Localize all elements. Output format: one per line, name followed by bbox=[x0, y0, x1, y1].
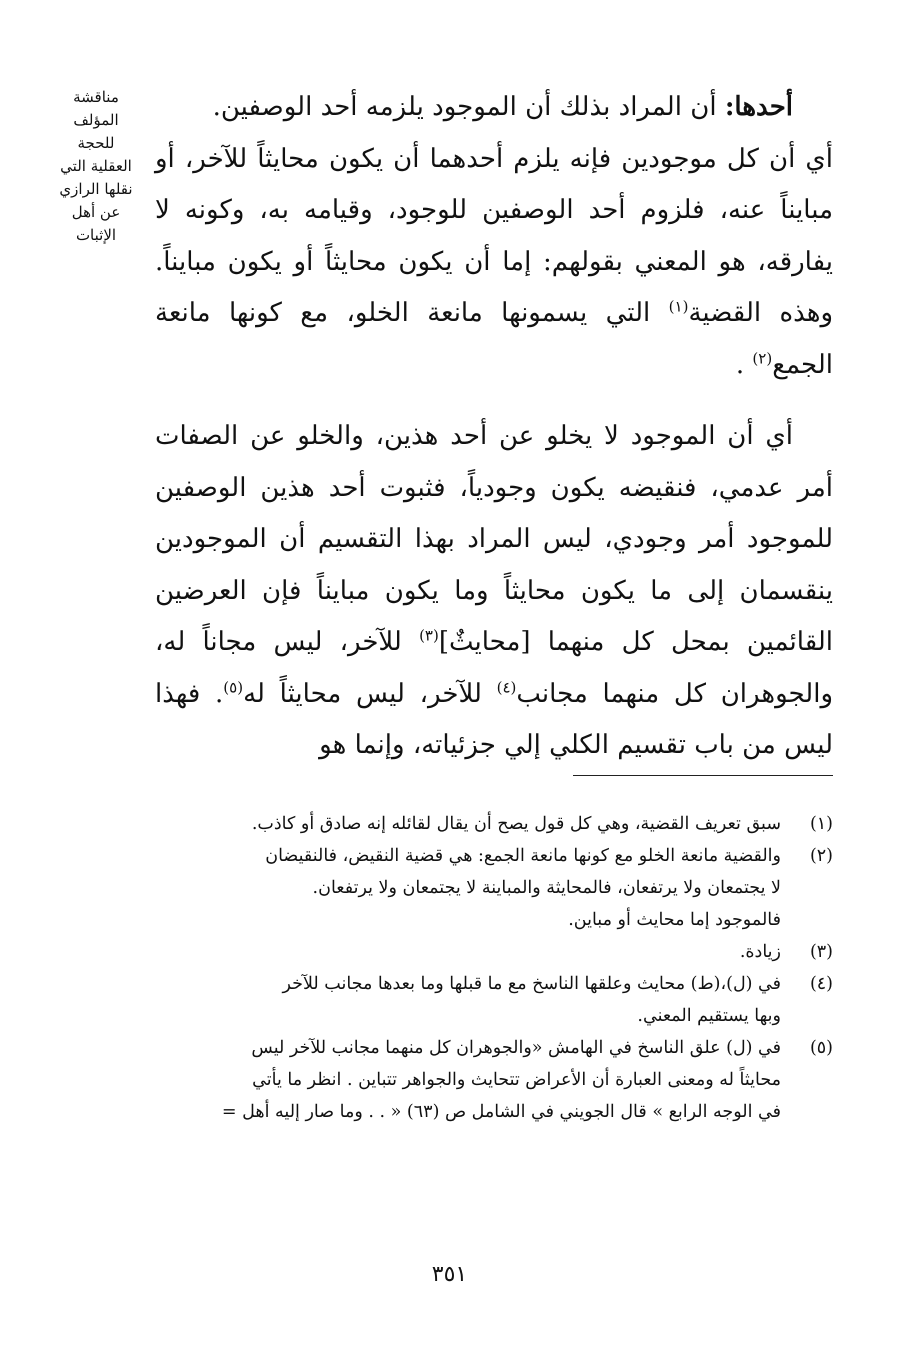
margin-note bbox=[51, 86, 141, 247]
footnote-separator bbox=[573, 775, 833, 776]
footnote-number: (١) bbox=[809, 814, 833, 834]
page-number: ٣٥١ bbox=[431, 1262, 468, 1287]
margin-note-line: مناقشة bbox=[73, 88, 119, 106]
margin-note-line: العقلية التي bbox=[60, 157, 132, 175]
footnote bbox=[57, 808, 833, 840]
footnote-line: والقضية مانعة الخلو مع كونها مانعة الجمع: هي قضية النقيض، فالنقيضان bbox=[265, 846, 781, 866]
paragraph-text: أي أن كل موجودين فإنه يلزم أحدهما أن يكون محايثاً للآخر، أو مبايناً عنه، فلزوم أحد الوصفين للوجود، وقيامه به، وكونه لا يفارقه، هو المعني بقولهم: إما أن يكون محايثاً أو يكون مبايناً. وهذه القضية bbox=[155, 143, 834, 328]
margin-note-line: عن أهل bbox=[71, 203, 121, 221]
footnote-ref: (٢) bbox=[752, 348, 773, 367]
footnote-number: (٢) bbox=[809, 846, 833, 866]
footnote bbox=[57, 968, 833, 1032]
paragraph-text: أن المراد بذلك أن الموجود يلزمه أحد الوصفين. bbox=[212, 92, 717, 122]
paragraph-text: التي يسمونها مانعة الخلو، مع كونها مانعة الجمع bbox=[155, 298, 833, 380]
paragraph-1 bbox=[155, 82, 833, 134]
footnotes bbox=[57, 808, 833, 1128]
margin-note-line: نقلها الرازي bbox=[59, 180, 133, 198]
paragraph-text: للآخر، ليس محايثاً له bbox=[243, 678, 482, 709]
paragraph-text: للآخر، ليس مجاناً له، والجوهران كل منهما مجانب bbox=[155, 627, 833, 709]
footnote-line: سبق تعريف القضية، وهي كل قول يصح أن يقال لقائله إنه صادق أو كاذب. bbox=[251, 814, 781, 834]
margin-note-line: المؤلف bbox=[73, 111, 119, 129]
footnote-line: زيادة. bbox=[739, 942, 781, 962]
footnote-number: (٤) bbox=[809, 974, 833, 994]
footnote-ref: (١) bbox=[668, 297, 689, 316]
footnote-line: في الوجه الرابع » قال الجويني في الشامل ص (٦٣) « . . وما صار إليه أهل = bbox=[221, 1102, 781, 1122]
footnote-line: لا يجتمعان ولا يرتفعان، فالمحايثة والمباينة لا يجتمعان ولا يرتفعان. bbox=[312, 878, 781, 898]
footnote bbox=[57, 840, 833, 936]
footnote-number: (٥) bbox=[809, 1038, 833, 1058]
footnote-line: وبها يستقيم المعني. bbox=[637, 1006, 781, 1026]
footnote-ref: (٤) bbox=[496, 677, 517, 696]
footnote-line: في (ل) علق الناسخ في الهامش «والجوهران كل منهما مجانب للآخر ليس bbox=[251, 1038, 781, 1058]
paragraph-text: . bbox=[735, 349, 745, 380]
paragraph-3 bbox=[155, 411, 833, 772]
margin-note-line: الإثبات bbox=[75, 226, 117, 244]
paragraph-text: أي أن الموجود لا يخلو عن أحد هذين، والخلو عن الصفات أمر عدمي، فنقيضه يكون وجودياً، فثبوت أحد هذين الوصفين للموجود أمر وجودي، ليس المراد بهذا التقسيم أن الموجودين ينقسمان إلى ما يكون محايثاً وما يكون مبايناً فإن العرضين القائمين بمحل كل منهما [محايثٌ] bbox=[155, 421, 834, 657]
footnote-line: فالموجود إما محايث أو مباين. bbox=[568, 910, 781, 930]
margin-note-line: للحجة bbox=[77, 134, 115, 152]
paragraph-2 bbox=[155, 134, 833, 392]
footnote-line: محايثاً له ومعنى العبارة أن الأعراض تتحايث والجواهر تتباين . انظر ما يأتي bbox=[252, 1070, 781, 1090]
paragraph-lead: أحدها: bbox=[724, 92, 793, 122]
paragraph-text: . فهذا ليس من باب تقسيم الكلي إلي جزئياته، وإنما هو bbox=[155, 678, 833, 760]
footnote-ref: (٥) bbox=[223, 677, 244, 696]
footnote bbox=[57, 936, 833, 968]
footnote-line: في (ل)،(ط) محايث وعلقها الناسخ مع ما قبلها وما بعدها مجانب للآخر bbox=[282, 974, 781, 994]
footnote-ref: (٣) bbox=[419, 626, 439, 645]
footnote bbox=[57, 1032, 833, 1128]
footnote-number: (٣) bbox=[809, 942, 833, 962]
main-text bbox=[155, 82, 833, 772]
